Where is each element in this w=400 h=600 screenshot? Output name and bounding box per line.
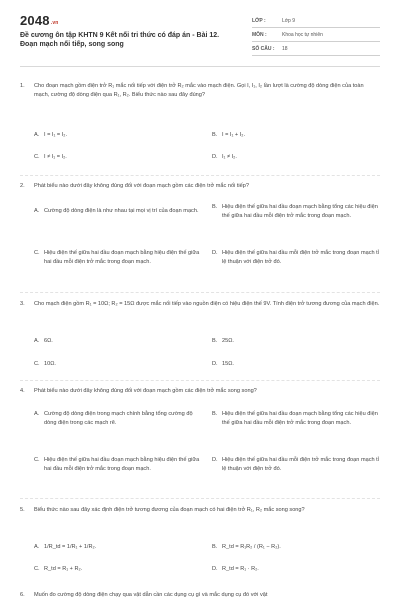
- question-6: [20, 591, 380, 600]
- option-4d[interactable]: [212, 456, 380, 473]
- meta-label: MÔN :: [252, 31, 267, 38]
- option-2c[interactable]: [34, 249, 204, 266]
- option-letter: C.: [34, 361, 40, 367]
- option-letter: D.: [212, 566, 218, 572]
- option-4a[interactable]: [34, 410, 204, 427]
- question-3: [20, 300, 380, 309]
- question-number: 2.: [20, 183, 25, 189]
- option-letter: C.: [34, 250, 40, 256]
- option-5d[interactable]: [212, 565, 362, 574]
- question-text: Cho đoạn mạch gồm điện trở R₁ mắc nối tiếp với điện trở R₂ mắc vào mạch điện. Gọi I, I₁, I₂ lần lượt là cường độ dòng điện của toàn mạch, cường độ dòng điện qua R₁, R₂. Biểu thức nào sau đây đúng?: [34, 83, 364, 98]
- question-number: 1.: [20, 83, 25, 89]
- question-text: Biểu thức nào sau đây xác định điện trở tương đương của đoạn mạch có hai điện trở R₁, R₂ mắc song song?: [34, 507, 305, 513]
- option-1b[interactable]: [212, 131, 362, 140]
- question-divider: [20, 380, 380, 381]
- option-letter: D.: [212, 361, 218, 367]
- option-letter: C.: [34, 566, 40, 572]
- option-letter: B.: [212, 204, 218, 210]
- meta-row-count: [252, 42, 380, 56]
- option-text: I = I₁ = I₂.: [44, 132, 68, 138]
- option-text: 10Ω.: [44, 361, 56, 367]
- question-number: 4.: [20, 388, 25, 394]
- question-text: Muốn đo cường độ dòng điện chạy qua vật dẫn cần các dụng cụ gì và mắc dụng cụ đó với vật: [34, 592, 268, 598]
- logo-tld: .vn: [50, 20, 59, 26]
- option-4b[interactable]: [212, 410, 380, 427]
- meta-value: Khoa học tự nhiên: [282, 31, 323, 38]
- option-letter: D.: [212, 457, 218, 463]
- header-divider: [20, 66, 380, 67]
- question-4: [20, 387, 380, 396]
- option-text: Hiệu điện thế giữa hai đầu đoạn mạch bằng hiệu điện thế giữa hai đầu mỗi điện trở mắc trong đoạn mạch.: [44, 250, 200, 265]
- option-text: Hiệu điện thế giữa hai đầu đoạn mạch bằng tổng các hiệu điện thế giữa hai đầu mỗi điện trở mắc trong đoạn mạch.: [222, 411, 378, 426]
- option-5c[interactable]: [34, 565, 184, 574]
- option-text: Hiệu điện thế giữa hai đầu mỗi điện trở mắc trong đoạn mạch tỉ lệ thuận với điện trở đó.: [222, 457, 379, 472]
- logo-text: 2048: [20, 13, 50, 28]
- option-1c[interactable]: [34, 153, 184, 162]
- option-letter: B.: [212, 132, 218, 138]
- question-1: [20, 82, 380, 100]
- option-text: I = I₁ + I₂.: [222, 132, 246, 138]
- question-divider: [20, 498, 380, 499]
- meta-value: Lớp 9: [282, 17, 296, 24]
- question-5: [20, 506, 380, 515]
- option-text: R_td = R₁R₂ / (R₁ − R₂).: [222, 544, 281, 550]
- option-text: Cường độ dòng điện là như nhau tại mọi vị trí của đoạn mạch.: [44, 208, 199, 214]
- option-2b[interactable]: [212, 203, 380, 220]
- option-letter: A.: [34, 544, 40, 550]
- option-letter: B.: [212, 544, 218, 550]
- option-letter: A.: [34, 411, 40, 417]
- question-number: 6.: [20, 592, 25, 598]
- meta-label: SỐ CÂU :: [252, 45, 275, 52]
- option-text: Hiệu điện thế giữa hai đầu đoạn mạch bằng tổng các hiệu điện thế giữa hai đầu mỗi điện trở mắc trong đoạn mạch.: [222, 204, 378, 219]
- option-text: 25Ω.: [222, 338, 234, 344]
- option-letter: D.: [212, 250, 218, 256]
- question-text: Phát biểu nào dưới đây không đúng đối với đoạn mạch gồm các điện trở mắc nối tiếp?: [34, 183, 250, 189]
- option-text: R_td = R₁ + R₂.: [44, 566, 83, 572]
- option-1a[interactable]: [34, 131, 184, 140]
- question-number: 3.: [20, 301, 25, 307]
- option-4c[interactable]: [34, 456, 204, 473]
- document-title: Đề cương ôn tập KHTN 9 Kết nối tri thức có đáp án - Bài 12. Đoạn mạch nối tiếp, song song: [20, 32, 220, 48]
- option-text: R_td = R₁ · R₂.: [222, 566, 259, 572]
- site-logo[interactable]: [20, 13, 59, 28]
- option-letter: B.: [212, 411, 218, 417]
- option-text: 1/R_td = 1/R₁ + 1/R₂.: [44, 544, 97, 550]
- meta-row-class: [252, 14, 380, 28]
- question-text: Phát biểu nào dưới đây không đúng đối với đoạn mạch gồm các điện trở mắc song song?: [34, 388, 257, 394]
- option-text: Hiệu điện thế giữa hai đầu mỗi điện trở mắc trong đoạn mạch tỉ lệ thuận với điện trở đó.: [222, 250, 379, 265]
- question-divider: [20, 292, 380, 293]
- option-text: 6Ω.: [44, 338, 53, 344]
- meta-value: 18: [282, 45, 288, 52]
- question-2: [20, 182, 380, 191]
- option-1d[interactable]: [212, 153, 362, 162]
- option-5a[interactable]: [34, 543, 184, 552]
- option-text: I₁ ≠ I₂.: [222, 154, 237, 160]
- question-number: 5.: [20, 507, 25, 513]
- document-meta-table: [252, 14, 380, 56]
- option-letter: A.: [34, 132, 40, 138]
- option-3d[interactable]: [212, 360, 362, 369]
- option-2a[interactable]: [34, 207, 204, 216]
- option-text: Hiệu điện thế giữa hai đầu đoạn mạch bằng hiệu điện thế giữa hai đầu mỗi điện trở mắc trong đoạn mạch.: [44, 457, 200, 472]
- option-letter: A.: [34, 208, 40, 214]
- option-2d[interactable]: [212, 249, 380, 266]
- option-3c[interactable]: [34, 360, 184, 369]
- question-text: Cho mạch điện gồm R₁ = 10Ω; R₂ = 15Ω được mắc nối tiếp vào nguồn điện có hiệu điện thế 9V. Tính điện trở tương đương của mạch điện.: [34, 301, 380, 307]
- option-text: 15Ω.: [222, 361, 234, 367]
- option-letter: A.: [34, 338, 40, 344]
- option-3b[interactable]: [212, 337, 362, 346]
- option-text: Cường độ dòng điện trong mạch chính bằng tổng cường độ dòng điện trong các mạch rẽ.: [44, 411, 193, 426]
- option-letter: D.: [212, 154, 218, 160]
- option-3a[interactable]: [34, 337, 184, 346]
- option-letter: C.: [34, 154, 40, 160]
- question-divider: [20, 175, 380, 176]
- option-text: I ≠ I₁ = I₂.: [44, 154, 67, 160]
- meta-row-subject: [252, 28, 380, 42]
- option-5b[interactable]: [212, 543, 362, 552]
- option-letter: C.: [34, 457, 40, 463]
- option-letter: B.: [212, 338, 218, 344]
- meta-label: LỚP :: [252, 17, 266, 24]
